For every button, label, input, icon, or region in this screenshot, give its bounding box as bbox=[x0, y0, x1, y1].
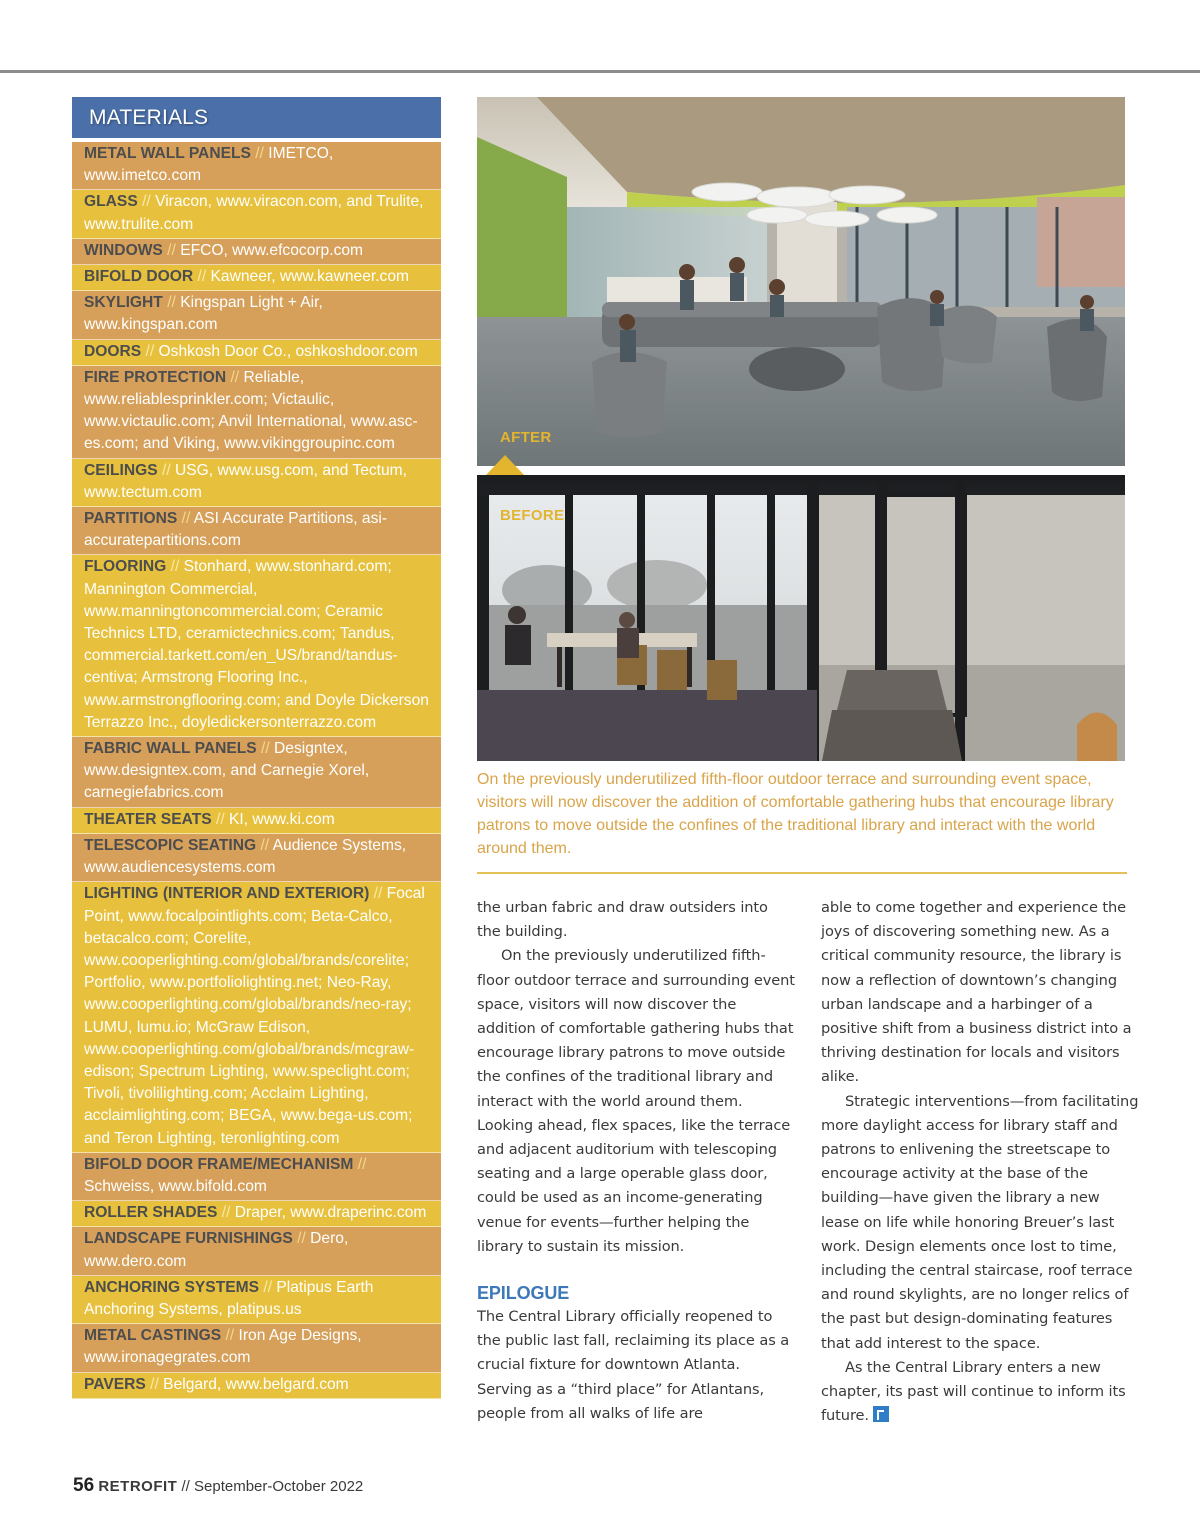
material-supplier: Draper, www.draperinc.com bbox=[234, 1204, 427, 1222]
material-supplier: KI, www.ki.com bbox=[229, 810, 335, 828]
material-name: CEILINGS bbox=[84, 461, 158, 479]
material-row bbox=[72, 366, 441, 459]
paragraph: The Central Library officially reopened to the public last fall, reclaiming its place as a crucial fixture for downtown Atlanta. Serving as a “third place” for Atlantans, people from all walks of life are bbox=[477, 1308, 790, 1422]
page-number: 56 bbox=[73, 1475, 95, 1496]
material-separator: // bbox=[167, 294, 176, 312]
material-supplier: IMETCO, www.imetco.com bbox=[84, 145, 334, 185]
material-name: PARTITIONS bbox=[84, 510, 178, 528]
material-row bbox=[72, 1373, 441, 1399]
material-row bbox=[72, 190, 441, 238]
material-name: LIGHTING (INTERIOR AND EXTERIOR) bbox=[84, 885, 370, 903]
material-supplier: ASI Accurate Partitions, asi-accuratepartitions.com bbox=[84, 510, 388, 550]
material-name: WINDOWS bbox=[84, 241, 163, 259]
article-column-1 bbox=[477, 896, 795, 1426]
top-rule bbox=[0, 70, 1200, 73]
material-name: BIFOLD DOOR FRAME/MECHANISM bbox=[84, 1155, 354, 1173]
material-separator: // bbox=[145, 342, 155, 360]
material-row bbox=[72, 1324, 441, 1372]
material-row bbox=[72, 507, 441, 555]
material-separator: // bbox=[197, 268, 207, 286]
paragraph: On the previously underutilized fifth-floor outdoor terrace and surrounding event space, visitors will now discover the addition of comfortable gathering hubs that encourage library patrons to move outside the confines of the traditional library and interact with the world around them. Looking ahead, flex spaces, like the terrace and adjacent auditorium with telescoping seating and a large operable glass door, could be used as an income-generating venue for events—further helping the library to sustain its mission. bbox=[477, 947, 795, 1255]
material-name: TELESCOPIC SEATING bbox=[84, 836, 257, 854]
material-separator: // bbox=[216, 810, 225, 828]
footer-separator: // bbox=[181, 1478, 190, 1495]
material-name: FLOORING bbox=[84, 558, 167, 576]
material-supplier: Kawneer, www.kawneer.com bbox=[210, 268, 409, 286]
material-supplier: USG, www.usg.com, and Tectum, www.tectum.com bbox=[84, 461, 407, 501]
material-supplier: Oshkosh Door Co., oshkoshdoor.com bbox=[158, 342, 418, 360]
material-separator: // bbox=[261, 740, 270, 758]
material-row bbox=[72, 1153, 441, 1201]
material-row bbox=[72, 142, 441, 190]
material-name: THEATER SEATS bbox=[84, 810, 212, 828]
paragraph: able to come together and experience the joys of discovering something new. As a critical community resource, the library is now a reflection of downtown’s changing urban landscape and a harbinger of a positive shift from a business district into a thriving destination for locals and visitors alike. bbox=[821, 899, 1132, 1086]
material-row bbox=[72, 1227, 441, 1275]
material-separator: // bbox=[255, 145, 264, 162]
material-separator: // bbox=[297, 1230, 306, 1248]
after-photo bbox=[477, 97, 1125, 466]
material-separator: // bbox=[221, 1204, 231, 1222]
epilogue-heading: EPILOGUE bbox=[477, 1283, 570, 1304]
material-supplier: Kingspan Light + Air, www.kingspan.com bbox=[84, 294, 323, 334]
material-supplier: Platipus Earth Anchoring Systems, platipus.us bbox=[84, 1278, 374, 1318]
after-label: AFTER bbox=[500, 429, 552, 446]
material-separator: // bbox=[170, 558, 180, 576]
material-row bbox=[72, 555, 441, 737]
material-separator: // bbox=[230, 368, 240, 386]
material-name: GLASS bbox=[84, 193, 138, 211]
material-supplier: Belgard, www.belgard.com bbox=[163, 1375, 349, 1393]
material-separator: // bbox=[225, 1327, 235, 1345]
material-separator: // bbox=[150, 1375, 159, 1393]
material-row bbox=[72, 265, 441, 291]
magazine-name: RETROFIT bbox=[98, 1478, 178, 1495]
materials-header: MATERIALS bbox=[72, 97, 441, 142]
material-separator: // bbox=[260, 836, 270, 854]
material-supplier: Viracon, www.viracon.com, and Trulite, www.trulite.com bbox=[84, 193, 424, 233]
material-supplier: Audience Systems, www.audiencesystems.com bbox=[84, 836, 407, 877]
material-row bbox=[72, 834, 441, 882]
material-separator: // bbox=[263, 1278, 273, 1296]
material-name: LANDSCAPE FURNISHINGS bbox=[84, 1230, 293, 1248]
material-name: DOORS bbox=[84, 342, 142, 360]
materials-list bbox=[72, 142, 441, 1399]
issue-date: September-October 2022 bbox=[194, 1478, 364, 1495]
material-row bbox=[72, 340, 441, 366]
material-name: FABRIC WALL PANELS bbox=[84, 740, 257, 758]
material-row bbox=[72, 459, 441, 507]
material-name: ROLLER SHADES bbox=[84, 1204, 218, 1222]
material-name: ANCHORING SYSTEMS bbox=[84, 1278, 260, 1296]
material-name: BIFOLD DOOR bbox=[84, 268, 194, 286]
closing-text: As the Central Library enters a new chapter, its past will continue to inform its future. bbox=[821, 1358, 1126, 1425]
material-row bbox=[72, 239, 441, 265]
before-photo bbox=[477, 475, 1125, 761]
material-row bbox=[72, 882, 441, 1152]
material-row bbox=[72, 1276, 441, 1324]
paragraph: Strategic interventions—from facilitating more daylight access for library staff and patrons to enlivening the streetscape to encourage activity at the base of the building—have given the library a new lease on life while honoring Breuer’s last work. Design elements once lost to time, including the central staircase, roof terrace and round skylights, are no longer relics of the past but design-dominating features that add interest to the space. bbox=[821, 1092, 1139, 1352]
material-supplier: Schweiss, www.bifold.com bbox=[84, 1177, 267, 1195]
material-row bbox=[72, 1201, 441, 1227]
material-supplier: EFCO, www.efcocorp.com bbox=[180, 241, 364, 259]
material-row bbox=[72, 737, 441, 808]
caption-rule bbox=[477, 872, 1127, 874]
material-name: SKYLIGHT bbox=[84, 294, 163, 312]
before-label: BEFORE bbox=[500, 507, 565, 524]
material-row bbox=[72, 291, 441, 339]
article-column-2 bbox=[821, 896, 1139, 1428]
material-separator: // bbox=[357, 1155, 367, 1173]
material-name: METAL WALL PANELS bbox=[84, 145, 251, 162]
material-name: METAL CASTINGS bbox=[84, 1327, 222, 1345]
material-name: FIRE PROTECTION bbox=[84, 368, 227, 386]
paragraph: the urban fabric and draw outsiders into the building. bbox=[477, 899, 768, 941]
material-row bbox=[72, 808, 441, 834]
material-supplier: Iron Age Designs, www.ironagegrates.com bbox=[84, 1327, 362, 1367]
photo-caption: On the previously underutilized fifth-floor outdoor terrace and surrounding event space, visitors will now discover the addition of comfortable gathering hubs that encourage library patrons to move outside the confines of the traditional library and interact with the world around them. bbox=[477, 771, 1114, 857]
material-separator: // bbox=[167, 241, 176, 259]
end-mark-icon bbox=[873, 1406, 889, 1422]
material-separator: // bbox=[373, 885, 383, 903]
material-supplier: Focal Point, www.focalpointlights.com; Beta-Calco, betacalco.com; Corelite, www.cooperlighting.com/global/brands/corelite; Portfolio, www.portfoliolighting.net; Neo-Ray, www.cooperlighting.com/global/brands/neo-ray; LUMU, lumu.io; McGraw Edison, www.cooperlighting.com/global/brands/mcgraw-edison; Spectrum Lighting, www.speclight.com; Tivoli, tivolilighting.com; Acclaim Lighting, acclaimlighting.com; BEGA, www.bega-us.com; and Teron Lighting, teronlighting.com bbox=[84, 885, 425, 1147]
material-supplier: Reliable, www.reliablesprinkler.com; Victaulic, www.victaulic.com; Anvil International, www.asc-es.com; and Viking, www.vikinggroupinc.com bbox=[84, 368, 418, 453]
material-supplier: Stonhard, www.stonhard.com; Mannington Commercial, www.manningtoncommercial.com; Ceramic Technics LTD, ceramictechnics.com; Tandus, commercial.tarkett.com/en_US/brand/tandus-centiva; Armstrong Flooring Inc., www.armstrongflooring.com; and Doyle Dickerson Terrazzo Inc., doyledickersonterrazzo.com bbox=[84, 558, 429, 731]
material-supplier: Designtex, www.designtex.com, and Carnegie Xorel, carnegiefabrics.com bbox=[84, 740, 370, 802]
page-footer bbox=[73, 1475, 363, 1497]
material-separator: // bbox=[142, 193, 151, 211]
materials-sidebar bbox=[72, 97, 441, 1399]
material-supplier: Dero, www.dero.com bbox=[84, 1230, 349, 1270]
material-name: PAVERS bbox=[84, 1375, 146, 1393]
material-separator: // bbox=[162, 461, 171, 479]
material-separator: // bbox=[181, 510, 191, 528]
paragraph bbox=[821, 1356, 1139, 1429]
